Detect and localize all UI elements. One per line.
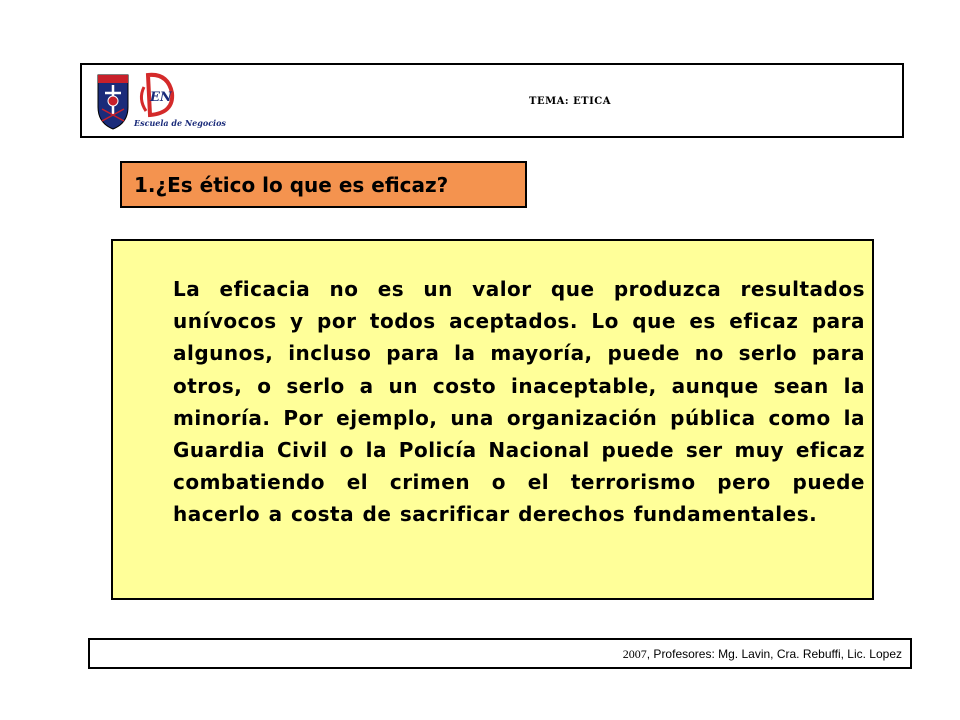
question-title: 1.¿Es ético lo que es eficaz?: [134, 173, 449, 197]
header-box: [80, 63, 904, 138]
shield-icon: [98, 75, 128, 129]
footer-box: [88, 638, 912, 669]
svg-text:EN: EN: [150, 90, 172, 105]
footer-professors: , Profesores: Mg. Lavin, Cra. Rebuffi, Lic. Lopez: [646, 647, 902, 661]
question-title-box: [120, 161, 527, 208]
school-logos: [94, 71, 226, 131]
svg-text:Escuela de Negocios: Escuela de Negocios: [134, 118, 226, 128]
footer-year: 2007: [622, 647, 647, 661]
topic-label: TEMA: ETICA: [529, 96, 612, 107]
escuela-de-negocios-logo-icon: [133, 75, 226, 128]
body-paragraph: La eficacia no es un valor que produzca resultados unívocos y por todos aceptados. Lo que es eficaz para algunos, incluso para la mayoría, puede no serlo para otros, o serlo a un costo inaceptable, aunque sean la minoría. Por ejemplo, una organización pública como la Guardia Civil o la Policía Nacional puede ser muy eficaz combatiendo el crimen o el terrorismo pero puede hacerlo a costa de sacrificar derechos fundamentales.: [173, 277, 865, 527]
footer-credits: [623, 647, 902, 662]
content-box: [111, 239, 874, 600]
